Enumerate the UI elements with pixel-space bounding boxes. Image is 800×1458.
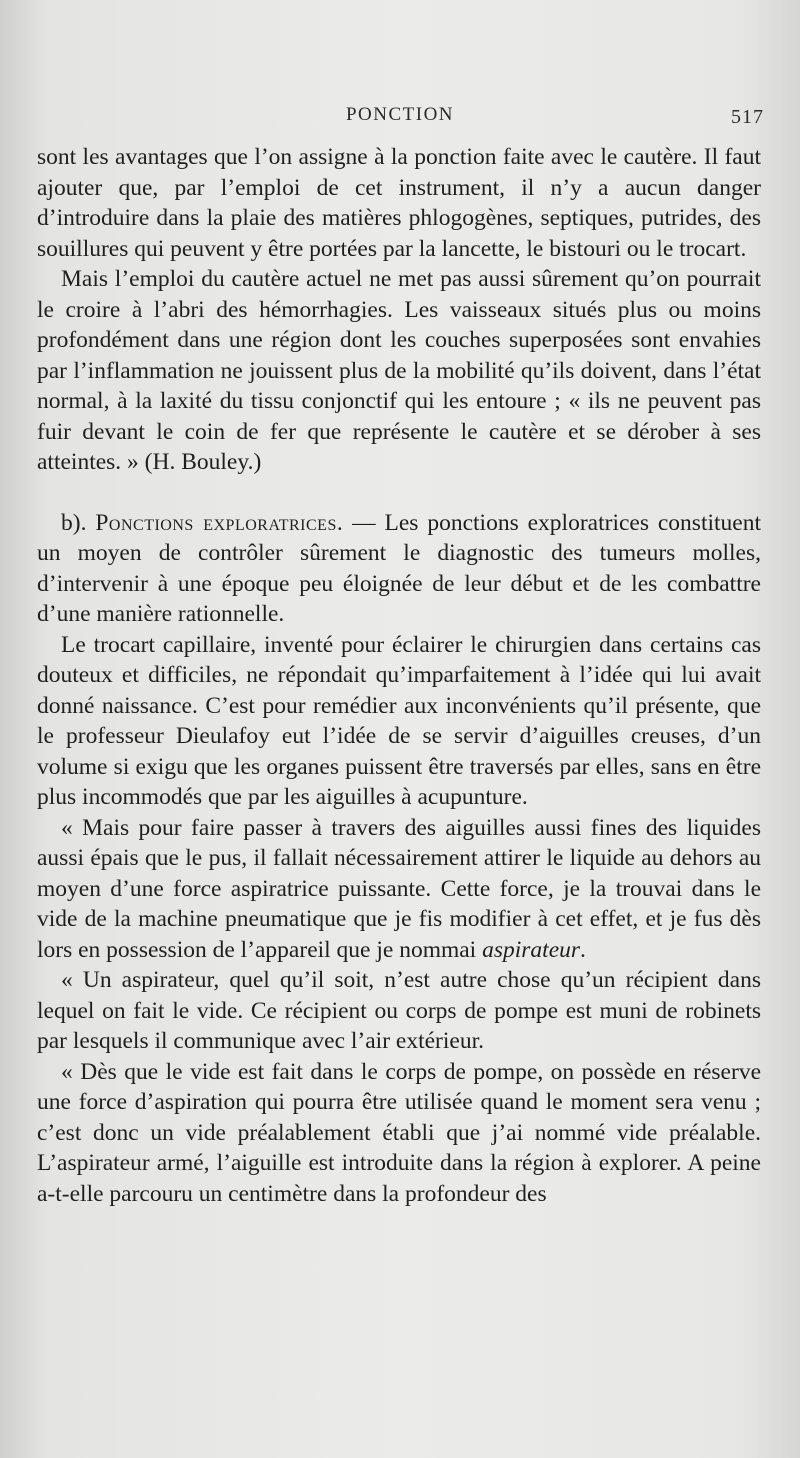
running-title: PONCTION [345,104,455,125]
running-head [0,104,800,134]
section-marker: b). [61,509,87,536]
section-heading: Ponctions exploratrices. [95,509,344,536]
paragraph-4: Le trocart capillaire, inventé pour éclairer le chirurgien dans certains cas douteux et difficiles, ne répondait qu’imparfaitement à l’idée qui lui avait donné naissance. C’est pour remédier aux inconvénients qu’il présente, que le professeur Dieulafoy eut l’idée de se servir d’aiguilles creuses, d’un volume si exigu que les organes puissent être traversés par elles, sans en être plus incommodés que par les aiguilles à acupunture. [37,631,761,810]
paragraph-5 [37,813,761,966]
paragraph-5-text: « Mais pour faire passer à travers des aiguilles aussi fines des liquides aussi épais que le pus, il fallait nécessairement attirer le liquide au dehors au moyen d’une force aspiratrice puissante. Cette force, je la trouvai dans le vide de la machine pneumatique que je fis modifier à cet effet, et je fus dès lors en possession de l’appareil que je nommai [37,814,761,963]
paragraph-5-end: . [580,936,586,963]
paragraph-6: « Un aspirateur, quel qu’il soit, n’est autre chose qu’un récipient dans lequel on fait le vide. Ce récipient ou corps de pompe est muni de robinets par lesquels il communique avec l’air extérieur. [37,967,761,1054]
paragraph-2: Mais l’emploi du cautère actuel ne met pas aussi sûrement qu’on pourrait le croire à l’abri des hémorrhagies. Les vaisseaux situés plus ou moins profondément dans une région dont les couches superposées sont envahies par l’inflammation ne jouissent plus de la mobilité qu’ils doivent, dans l’état normal, à la laxité du tissu conjonctif qui les entoure ; « ils ne peuvent pas fuir devant le coin de fer que représente le cautère et se dérober à ses atteintes. » (H. Bouley.) [37,266,761,475]
page-number: 517 [731,106,764,128]
paragraph-3 [37,508,761,630]
body-text [37,142,761,1209]
paragraph-7: « Dès que le vide est fait dans le corps de pompe, on possède en réserve une force d’aspiration qui pourra être utilisée quand le moment sera venu ; c’est donc un vide préalablement établi que j’ai nommé vide préalable. L’aspirateur armé, l’aiguille est introduite dans la région à explorer. A peine a-t-elle parcouru un centimètre dans la profondeur des [37,1058,761,1207]
italic-term: aspirateur [482,936,581,963]
paragraph-1: sont les avantages que l’on assigne à la ponction faite avec le cautère. Il faut ajouter que, par l’emploi de cet instrument, il n’y a aucun danger d’introduire dans la plaie des matières phlogogènes, septiques, putrides, des souillures qui peuvent y être portées par la lancette, le bistouri ou le trocart. [37,144,761,262]
section-text: — Les ponctions exploratrices constituent un moyen de contrôler sûrement le diagnostic des tumeurs molles, d’intervenir à une époque peu éloignée de leur début et de les combattre d’une manière rationnelle. [37,509,761,627]
